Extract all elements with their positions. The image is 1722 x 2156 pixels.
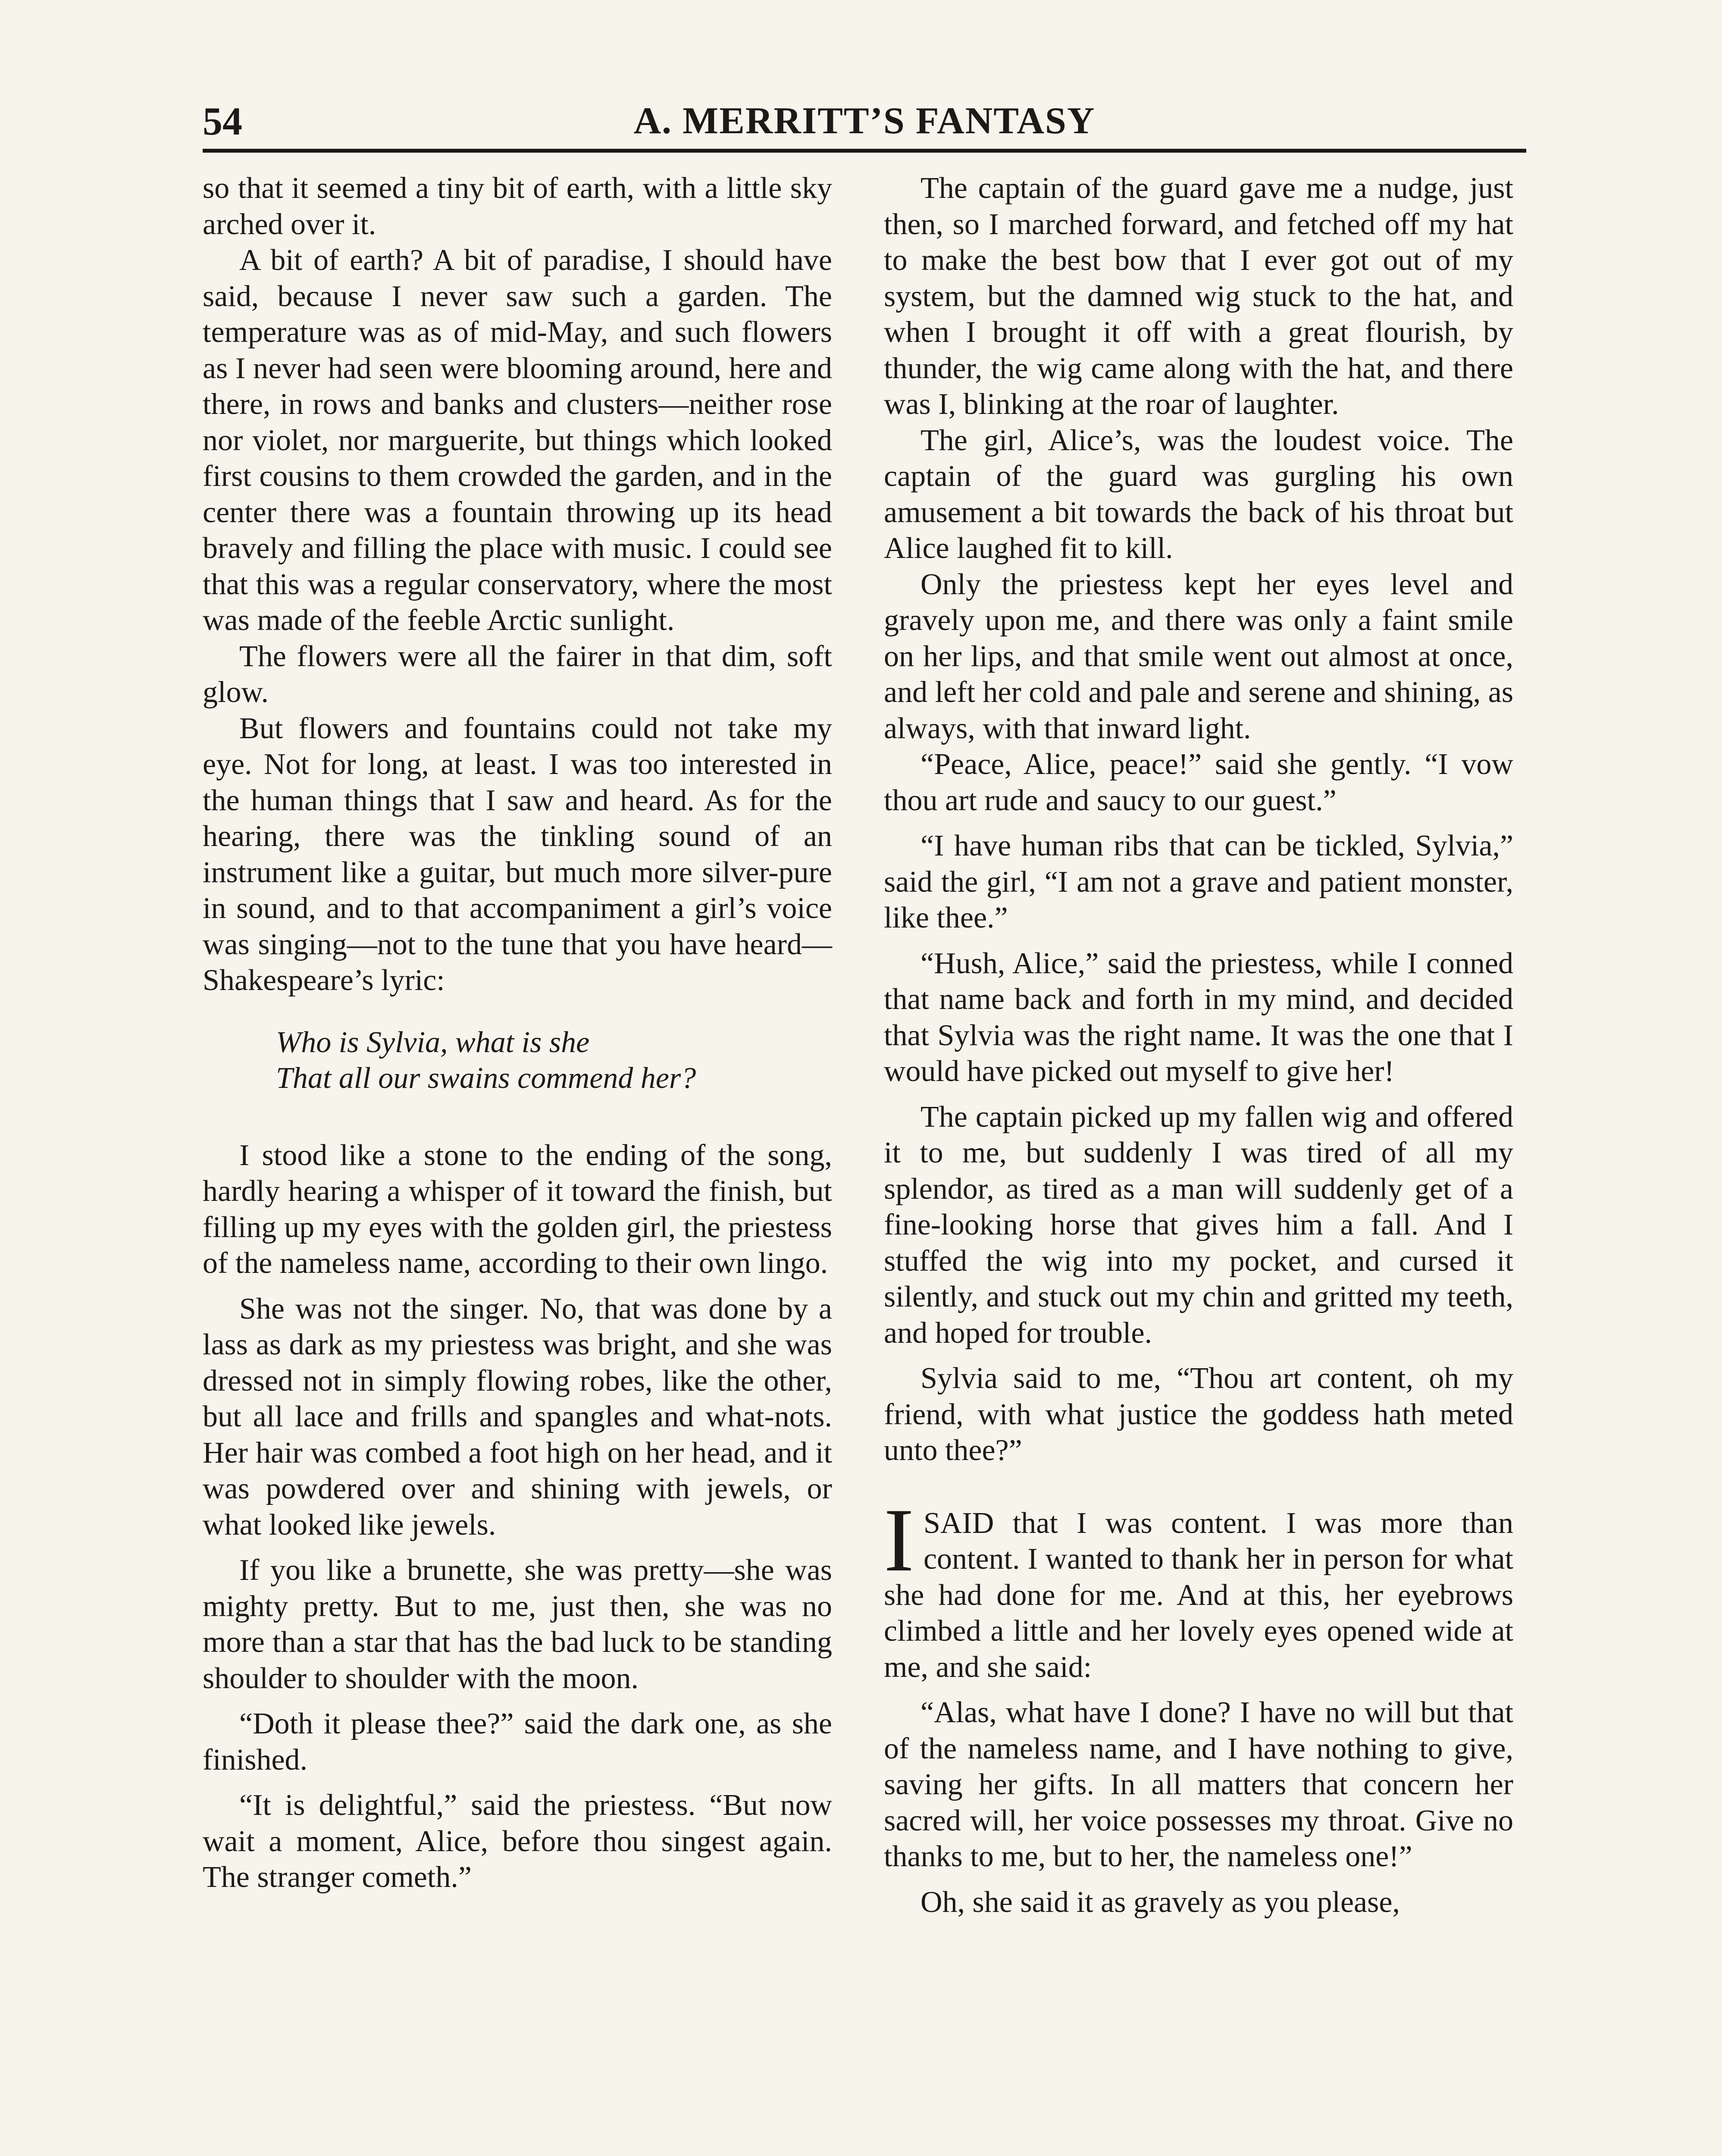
paragraph: “I have human ribs that can be tickled, Sylvia,” said the girl, “I am not a grave and patient monster, like thee.” bbox=[884, 829, 1513, 934]
paragraph: “Alas, what have I done? I have no will but that of the nameless name, and I have nothing to give, saving her gifts. In all matters that concern her sacred will, her voice possesses my throat. Give no thanks to me, but to her, the nameless one!” bbox=[884, 1696, 1513, 1873]
paragraph: “It is delightful,” said the priestess. “But now wait a moment, Alice, before thou singest again. The stranger cometh.” bbox=[203, 1789, 832, 1894]
paragraph: Only the priestess kept her eyes level and gravely upon me, and there was only a faint smile on her lips, and that smile went out almost at once, and left her cold and pale and serene and shining, as always, with that inward light. bbox=[884, 567, 1513, 745]
verse-quotation bbox=[276, 1025, 832, 1097]
magazine-title: A. MERRITT’S FANTASY bbox=[633, 100, 1096, 142]
paragraph: Sylvia said to me, “Thou art content, oh my friend, with what justice the goddess hath meted unto thee?” bbox=[884, 1362, 1513, 1467]
verse-line: That all our swains commend her? bbox=[276, 1062, 696, 1095]
paragraph: “Hush, Alice,” said the priestess, while I conned that name back and forth in my mind, and decided that Sylvia was the right name. It was the one that I would have picked out myself to give her! bbox=[884, 946, 1513, 1088]
paragraph: The captain of the guard gave me a nudge, just then, so I marched forward, and fetched off my hat to make the best bow that I ever got out of my system, but the damned wig stuck to the hat, and when I brought it off with a great flourish, by thunder, the wig came along with the hat, and there was I, blinking at the roar of laughter. bbox=[884, 172, 1513, 421]
paragraph: A bit of earth? A bit of paradise, I should have said, because I never saw such a garden. The temperature was as of mid-May, and such flowers as I never had seen were blooming around, here and there, in rows and banks and clusters—neither rose nor violet, nor marguerite, but things which looked first cousins to them crowded the garden, and in the center there was a fountain throwing up its head bravely and filling the place with music. I could see that this was a regular conservatory, where the most was made of the feeble Arctic sunlight. bbox=[203, 244, 832, 637]
paragraph: I stood like a stone to the ending of the song, hardly hearing a whisper of it toward the finish, but filling up my eyes with the golden girl, the priestess of the nameless name, according to their own lingo. bbox=[203, 1138, 832, 1280]
paragraph: She was not the singer. No, that was done by a lass as dark as my priestess was bright, and she was dressed not in simply flowing robes, like the other, but all lace and frills and spangles and what-nots. Her hair was combed a foot high on her head, and it was powdered over and shining with jewels, or what looked like jewels. bbox=[203, 1292, 832, 1542]
paragraph: “Peace, Alice, peace!” said she gently. “I vow thou art rude and saucy to our guest.” bbox=[884, 748, 1513, 817]
paragraph: But flowers and fountains could not take my eye. Not for long, at least. I was too interested in the human things that I saw and heard. As for the hearing, there was the tinkling sound of an instrument like a guitar, but much more silver-pure in sound, and to that accompaniment a girl’s voice was singing—not to the tune that you have heard—Shakespeare’s lyric: bbox=[203, 711, 832, 997]
paragraph: The girl, Alice’s, was the loudest voice. The captain of the guard was gurgling his own amusement a bit towards the back of his throat but Alice laughed fit to kill. bbox=[884, 423, 1513, 565]
paragraph-text: SAID that I was content. I was more than content. I wanted to thank her in person for what she had done for me. And at this, her eyebrows climbed a little and her lovely eyes opened wide at me, and she said: bbox=[884, 1506, 1513, 1684]
paragraph: so that it seemed a tiny bit of earth, with a little sky arched over it. bbox=[203, 172, 832, 241]
page bbox=[203, 95, 1526, 2156]
paragraph: Oh, she said it as gravely as you please, bbox=[920, 1885, 1400, 1919]
section-opening-paragraph bbox=[884, 1490, 1513, 1686]
drop-cap: I bbox=[884, 1490, 914, 1590]
left-column bbox=[203, 170, 832, 1896]
running-header bbox=[203, 95, 1526, 153]
verse-line: Who is Sylvia, what is she bbox=[276, 1025, 590, 1059]
right-column bbox=[884, 170, 1513, 1920]
paragraph: The captain picked up my fallen wig and offered it to me, but suddenly I was tired of all my splendor, as tired as a man will suddenly get of a fine-looking horse that gives him a fall. And I stuffed the wig into my pocket, and cursed it silently, and stuck out my chin and gritted my teeth, and hoped for trouble. bbox=[884, 1100, 1513, 1350]
paragraph: If you like a brunette, she was pretty—she was mighty pretty. But to me, just then, she was no more than a star that has the bad luck to be standing shoulder to shoulder with the moon. bbox=[203, 1554, 832, 1695]
paragraph: “Doth it please thee?” said the dark one, as she finished. bbox=[203, 1707, 832, 1777]
paragraph: The flowers were all the fairer in that dim, soft glow. bbox=[203, 639, 832, 709]
page-number: 54 bbox=[203, 99, 242, 143]
